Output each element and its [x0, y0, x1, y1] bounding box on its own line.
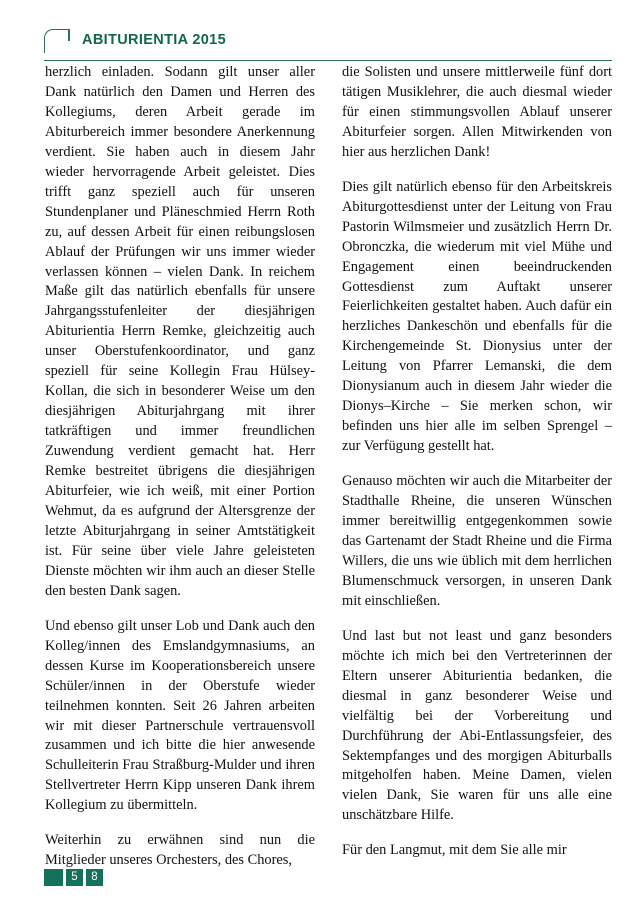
- left-column: [45, 63, 315, 871]
- page-number-box: [44, 869, 63, 886]
- paragraph: Und last but not least und ganz besonders möchte ich mich bei den Vertreterinnen der Eltern unserer Abiturientia bedanken, die diesmal in ganz besonderer Weise und vielfältig bei der Vorbereitung und Durchführung der Abi-Entlassungsfeier, des Sektempfanges und des morgigen Abiturballs mitgeholfen haben. Meine Damen, vielen vielen Dank, Sie waren für uns alle eine unschätzbare Hilfe.: [342, 627, 612, 824]
- paragraph: Und ebenso gilt unser Lob und Dank auch den Kolleg/innen des Emslandgymnasiums, an dessen Kurse im Kooperationsbereich unsere Schüler/innen in der Oberstufe wieder teilnehmen konnten. Seit 26 Jahren arbeiten wir mit dieser Partnerschule vertrauensvoll zusammen und ich bitte die hier anwesende Schulleiterin Frau Straßburg-Mulder und ihren Stellvertreter Herrn Kipp unseren Dank ihrem Kollegium zu übermitteln.: [45, 617, 315, 814]
- page-number-footer: [44, 869, 103, 886]
- paragraph: Genauso möchten wir auch die Mitarbeiter der Stadthalle Rheine, die unseren Wünschen immer bereitwillig entgegenkommen sowie das Gartenamt der Stadt Rheine und die Firma Willers, die uns wie üblich mit dem herrlichen Blumenschmuck versorgen, in unseren Dank mit einschließen.: [342, 473, 612, 609]
- article-body: [45, 63, 612, 869]
- right-column: [342, 63, 612, 861]
- paragraph: herzlich einladen. Sodann gilt unser aller Dank natürlich den Damen und Herren des Kollegiums, deren Arbeit gerade im Abiturbereich immer besondere Anerkennung verdient. Sie haben auch in diesem Jahr wieder hervorragende Arbeit geleistet. Dies trifft ganz speziell auch für unseren Stundenplaner und Pläneschmied Herrn Roth zu, auf dessen Arbeit für einen reibungslosen Ablauf der Prüfungen wir uns immer wieder verlassen können – vielen Dank. In reichem Maße gilt das natürlich ebenfalls für unsere Jahrgangsstufenleiter der diesjährigen Abiturientia Herrn Remke, gleichzeitig auch unser Oberstufenkoordinator, und ganz speziell für seine Kollegin Frau Hülsey-Kollan, die sich in besonderer Weise um den diesjährigen Abiturjahrgang mit ihrer tatkräftigen und immer freundlichen Zuwendung verdient gemacht hat. Herr Remke bestreitet übrigens die diesjährigen Abiturfeier, wie ich weiß, mit einer Portion Wehmut, da es aufgrund der Altersgrenze der letzte Abiturjahrgang in seiner Amtstätigkeit ist. Für seine über viele Jahre geleisteten Dienste möchten wir ihm auch an dieser Stelle den besten Dank sagen.: [45, 64, 315, 599]
- header-divider: [44, 60, 612, 61]
- rounded-bracket-icon: [44, 29, 70, 53]
- paragraph: Für den Langmut, mit dem Sie alle mir: [342, 842, 567, 859]
- page-number-box: 8: [86, 869, 103, 886]
- paragraph: Dies gilt natürlich ebenso für den Arbeitskreis Abiturgottesdienst unter der Leitung von Frau Pastorin Wilmsmeier und zusätzlich Herrn Dr. Obronczka, die wiederum mit viel Mühe und Engagement einen beeindruckenden Gottesdienst zum Auftakt unserer Feierlichkeiten gestaltet haben. Auch dafür ein herzliches Dankeschön und ebenfalls für die Kirchengemeinde St. Dionysius unter der Leitung von Pfarrer Lemanski, die dem Dionysianum auch in diesem Jahr wieder die Dionys–Kirche – Sie merken schon, wir befinden uns hier alle im selben Sprengel – zur Verfügung gestellt hat.: [342, 178, 612, 455]
- page-title: ABITURIENTIA 2015: [82, 32, 226, 48]
- paragraph: Weiterhin zu erwähnen sind nun die Mitglieder unseres Orchesters, des Chores,: [45, 832, 315, 869]
- paragraph: die Solisten und unsere mittlerweile fünf dort tätigen Musiklehrer, die auch diesmal wieder für einen stimmungsvollen Ablauf unserer Abiturfeier sorgen. Allen Mitwirkenden von hier aus herzlichen Dank!: [342, 64, 612, 160]
- page-number-box: 5: [66, 869, 83, 886]
- page-header: [44, 26, 612, 62]
